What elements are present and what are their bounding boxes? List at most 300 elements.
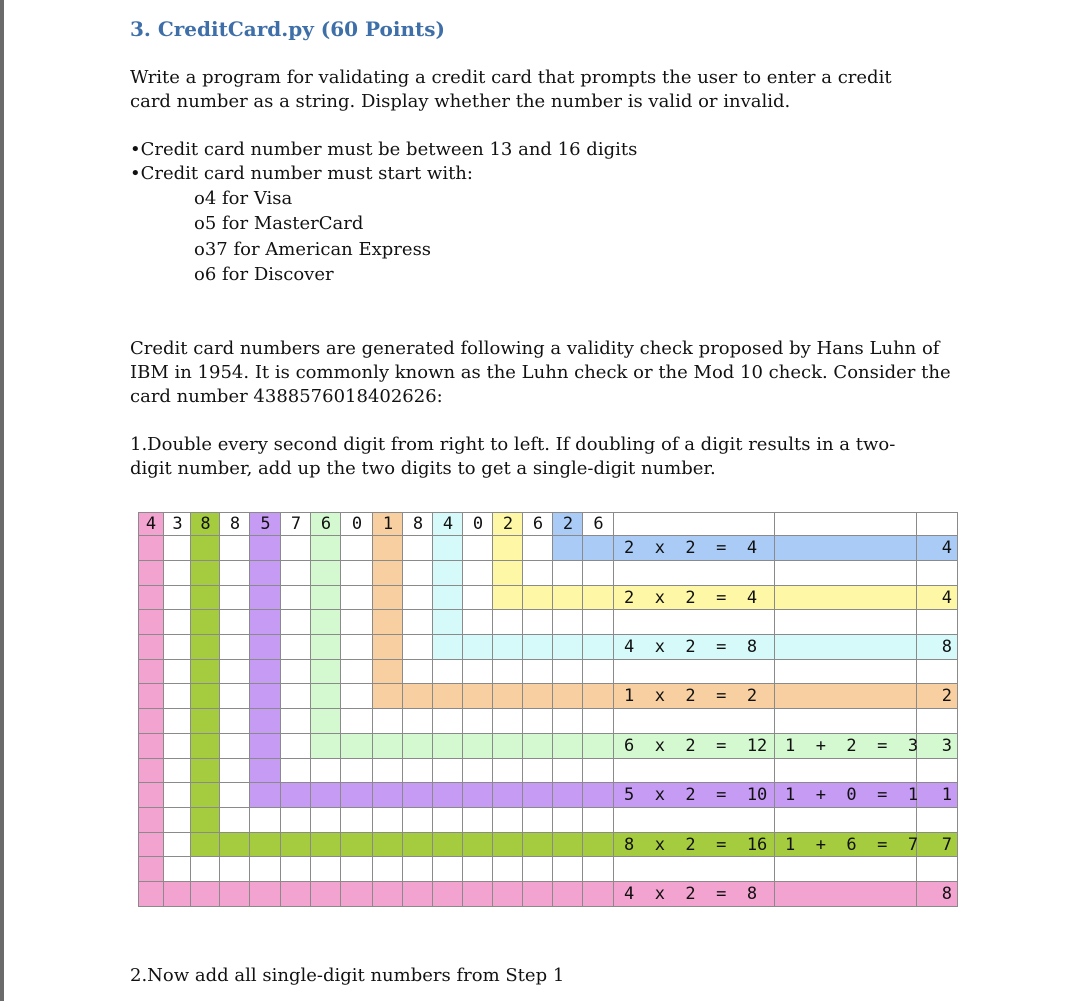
grid-cell	[403, 857, 433, 882]
grid-cell	[281, 783, 311, 808]
prefix-discover: o6 for Discover	[194, 264, 334, 285]
grid-cell	[433, 684, 463, 709]
grid-cell	[164, 610, 191, 635]
card-digit: 4	[145, 514, 157, 534]
step2-paragraph: 2.Now add all single-digit numbers from Step 1	[130, 965, 565, 986]
grid-cell	[614, 512, 775, 536]
grid-cell	[191, 783, 220, 808]
grid-cell	[220, 833, 250, 857]
grid-cell	[614, 808, 775, 833]
card-digit: 6	[593, 514, 604, 534]
grid-cell	[138, 635, 164, 660]
grid-cell	[493, 734, 523, 759]
grid-cell	[250, 734, 281, 759]
grid-cell	[493, 833, 523, 857]
grid-cell	[583, 833, 614, 857]
grid-cell	[311, 857, 341, 882]
grid-cell	[583, 882, 614, 907]
grid-cell	[250, 783, 281, 808]
doubled-result: 4	[941, 538, 952, 558]
grid-cell	[917, 759, 958, 783]
grid-cell	[250, 759, 281, 783]
grid-cell	[463, 734, 493, 759]
grid-cell	[191, 709, 220, 734]
grid-cell	[583, 561, 614, 586]
grid-cell	[403, 586, 433, 610]
grid-cell	[311, 882, 341, 907]
grid-cell	[373, 759, 403, 783]
grid-cell	[614, 610, 775, 635]
grid-cell	[775, 536, 917, 561]
grid-cell	[433, 734, 463, 759]
doubled-result: 8	[941, 884, 952, 904]
grid-cell	[614, 660, 775, 684]
grid-cell	[373, 610, 403, 635]
grid-cell	[281, 660, 311, 684]
grid-cell	[614, 561, 775, 586]
grid-cell	[220, 586, 250, 610]
doubled-result: 1	[941, 785, 952, 805]
grid-cell	[614, 709, 775, 734]
grid-cell	[311, 561, 341, 586]
rule-length: •Credit card number must be between 13 and 16 digits	[130, 139, 638, 160]
doubled-result: 7	[941, 835, 952, 855]
step1-paragraph: 1.Double every second digit from right to left. If doubling of a digit results in a two-digit number, add up the two digits to get a single-digit number.	[130, 434, 896, 479]
grid-cell	[523, 586, 553, 610]
grid-cell	[523, 610, 553, 635]
grid-cell	[220, 857, 250, 882]
grid-cell	[164, 684, 191, 709]
grid-cell	[917, 709, 958, 734]
grid-cell	[311, 536, 341, 561]
grid-cell	[433, 882, 463, 907]
grid-cell	[523, 808, 553, 833]
grid-cell	[553, 635, 583, 660]
doubled-result: 4	[941, 588, 952, 608]
grid-cell	[164, 635, 191, 660]
digit-sum-formula: 1 + 0 = 1	[785, 785, 919, 805]
grid-cell	[281, 857, 311, 882]
grid-cell	[281, 610, 311, 635]
grid-cell	[463, 586, 493, 610]
grid-cell	[220, 684, 250, 709]
grid-cell	[775, 512, 917, 536]
doubling-formula: 2 x 2 = 4	[624, 588, 758, 608]
grid-cell	[493, 759, 523, 783]
grid-cell	[281, 759, 311, 783]
grid-cell	[583, 635, 614, 660]
grid-cell	[463, 635, 493, 660]
grid-cell	[583, 709, 614, 734]
grid-cell	[493, 709, 523, 734]
grid-cell	[553, 709, 583, 734]
grid-cell	[917, 857, 958, 882]
grid-cell	[311, 783, 341, 808]
grid-cell	[553, 586, 583, 610]
grid-cell	[138, 709, 164, 734]
doubling-formula: 1 x 2 = 2	[624, 686, 758, 706]
grid-cell	[917, 512, 958, 536]
prefix-visa: o4 for Visa	[194, 188, 293, 209]
grid-cell	[311, 635, 341, 660]
grid-cell	[220, 660, 250, 684]
grid-cell	[403, 684, 433, 709]
grid-cell	[583, 808, 614, 833]
card-digit: 6	[532, 514, 544, 534]
grid-cell	[373, 709, 403, 734]
grid-cell	[433, 808, 463, 833]
grid-cell	[553, 660, 583, 684]
grid-cell	[191, 833, 220, 857]
grid-cell	[553, 536, 583, 561]
grid-cell	[191, 857, 220, 882]
prefix-amex: o37 for American Express	[194, 239, 432, 260]
grid-cell	[493, 586, 523, 610]
grid-cell	[191, 610, 220, 635]
grid-cell	[191, 759, 220, 783]
grid-cell	[220, 734, 250, 759]
grid-cell	[341, 783, 373, 808]
card-digit: 6	[320, 514, 332, 534]
grid-cell	[220, 882, 250, 907]
grid-cell	[553, 808, 583, 833]
grid-cell	[463, 561, 493, 586]
grid-cell	[311, 833, 341, 857]
grid-cell	[191, 882, 220, 907]
grid-cell	[164, 882, 191, 907]
grid-cell	[614, 759, 775, 783]
grid-cell	[164, 586, 191, 610]
card-digit: 4	[442, 514, 454, 534]
grid-cell	[463, 857, 493, 882]
grid-cell	[614, 857, 775, 882]
grid-cell	[553, 857, 583, 882]
grid-cell	[373, 857, 403, 882]
grid-cell	[220, 808, 250, 833]
grid-cell	[583, 586, 614, 610]
grid-cell	[463, 882, 493, 907]
digit-sum-formula: 1 + 2 = 3	[785, 736, 919, 756]
doubled-result: 3	[941, 736, 952, 756]
grid-cell	[493, 536, 523, 561]
grid-cell	[311, 709, 341, 734]
grid-cell	[403, 561, 433, 586]
grid-cell	[493, 660, 523, 684]
grid-cell	[553, 882, 583, 907]
card-digit: 8	[229, 514, 241, 534]
card-digit: 7	[290, 514, 302, 534]
grid-cell	[138, 882, 164, 907]
card-digit: 8	[200, 514, 211, 534]
grid-cell	[341, 759, 373, 783]
grid-cell	[250, 610, 281, 635]
grid-cell	[433, 660, 463, 684]
grid-cell	[493, 783, 523, 808]
grid-cell	[775, 684, 917, 709]
grid-cell	[553, 833, 583, 857]
grid-cell	[583, 759, 614, 783]
grid-cell	[553, 610, 583, 635]
intro-paragraph: Write a program for validating a credit card that prompts the user to enter a credit card number as a string. Display whether the number is valid or invalid.	[130, 67, 892, 112]
grid-cell	[553, 561, 583, 586]
grid-cell	[311, 586, 341, 610]
card-digit: 5	[260, 514, 271, 534]
grid-cell	[463, 783, 493, 808]
grid-cell	[433, 709, 463, 734]
grid-cell	[138, 610, 164, 635]
grid-cell	[403, 635, 433, 660]
grid-cell	[341, 536, 373, 561]
grid-cell	[250, 709, 281, 734]
grid-cell	[191, 561, 220, 586]
grid-cell	[403, 610, 433, 635]
grid-cell	[403, 536, 433, 561]
grid-cell	[523, 684, 553, 709]
grid-cell	[191, 684, 220, 709]
grid-cell	[250, 561, 281, 586]
grid-cell	[583, 536, 614, 561]
grid-cell	[493, 882, 523, 907]
grid-cell	[138, 857, 164, 882]
grid-cell	[373, 882, 403, 907]
grid-cell	[373, 660, 403, 684]
grid-cell	[250, 833, 281, 857]
grid-cell	[463, 759, 493, 783]
grid-cell	[373, 586, 403, 610]
grid-cell	[191, 660, 220, 684]
grid-cell	[523, 833, 553, 857]
grid-cell	[281, 635, 311, 660]
grid-cell	[250, 536, 281, 561]
grid-cell	[403, 759, 433, 783]
grid-cell	[220, 759, 250, 783]
card-digit: 0	[472, 514, 484, 534]
grid-cell	[373, 536, 403, 561]
grid-cell	[403, 833, 433, 857]
grid-cell	[373, 684, 403, 709]
grid-cell	[403, 783, 433, 808]
grid-cell	[250, 586, 281, 610]
grid-cell	[341, 857, 373, 882]
digit-sum-formula: 1 + 6 = 7	[785, 835, 919, 855]
grid-cell	[583, 734, 614, 759]
grid-cell	[164, 660, 191, 684]
grid-cell	[281, 586, 311, 610]
grid-cell	[523, 734, 553, 759]
grid-cell	[493, 610, 523, 635]
grid-cell	[191, 536, 220, 561]
grid-cell	[523, 561, 553, 586]
grid-cell	[523, 783, 553, 808]
grid-cell	[311, 734, 341, 759]
grid-cell	[164, 783, 191, 808]
doubling-formula: 8 x 2 = 16	[624, 835, 768, 855]
grid-cell	[373, 734, 403, 759]
grid-cell	[138, 536, 164, 561]
grid-cell	[281, 561, 311, 586]
grid-cell	[191, 734, 220, 759]
grid-cell	[138, 684, 164, 709]
grid-cell	[138, 586, 164, 610]
grid-cell	[250, 808, 281, 833]
grid-cell	[220, 536, 250, 561]
grid-cell	[341, 684, 373, 709]
grid-cell	[341, 610, 373, 635]
grid-cell	[373, 561, 403, 586]
card-digit: 2	[502, 514, 514, 534]
grid-cell	[493, 857, 523, 882]
grid-cell	[583, 660, 614, 684]
grid-cell	[281, 882, 311, 907]
grid-cell	[917, 561, 958, 586]
doubling-formula: 4 x 2 = 8	[624, 637, 758, 657]
grid-cell	[493, 561, 523, 586]
grid-cell	[341, 808, 373, 833]
grid-cell	[523, 857, 553, 882]
grid-cell	[341, 586, 373, 610]
card-digit: 8	[412, 514, 424, 534]
left-edge-bar	[0, 0, 4, 1001]
grid-cell	[433, 833, 463, 857]
grid-cell	[553, 759, 583, 783]
grid-cell	[583, 857, 614, 882]
grid-cell	[493, 635, 523, 660]
grid-cell	[403, 882, 433, 907]
grid-cell	[403, 660, 433, 684]
grid-cell	[164, 709, 191, 734]
grid-cell	[373, 833, 403, 857]
prefix-mastercard: o5 for MasterCard	[194, 213, 364, 234]
grid-cell	[433, 783, 463, 808]
grid-cell	[373, 635, 403, 660]
grid-cell	[164, 857, 191, 882]
grid-cell	[917, 660, 958, 684]
doubled-result: 8	[941, 637, 952, 657]
grid-cell	[311, 660, 341, 684]
grid-cell	[523, 635, 553, 660]
grid-cell	[250, 660, 281, 684]
grid-cell	[220, 783, 250, 808]
grid-cell	[220, 635, 250, 660]
grid-cell	[281, 684, 311, 709]
doubling-formula: 5 x 2 = 10	[624, 785, 768, 805]
grid-cell	[583, 684, 614, 709]
grid-cell	[164, 759, 191, 783]
grid-cell	[775, 709, 917, 734]
grid-cell	[463, 709, 493, 734]
grid-cell	[403, 709, 433, 734]
grid-cell	[138, 561, 164, 586]
grid-cell	[583, 783, 614, 808]
grid-cell	[433, 586, 463, 610]
grid-cell	[164, 536, 191, 561]
grid-cell	[463, 684, 493, 709]
grid-cell	[373, 783, 403, 808]
grid-cell	[138, 808, 164, 833]
grid-cell	[433, 759, 463, 783]
grid-cell	[523, 536, 553, 561]
grid-cell	[250, 857, 281, 882]
grid-cell	[138, 833, 164, 857]
grid-cell	[373, 808, 403, 833]
grid-cell	[281, 709, 311, 734]
grid-cell	[138, 734, 164, 759]
card-digit: 2	[562, 514, 574, 534]
grid-cell	[281, 734, 311, 759]
grid-cell	[553, 783, 583, 808]
card-digit: 1	[382, 514, 394, 534]
grid-cell	[341, 882, 373, 907]
grid-cell	[220, 561, 250, 586]
grid-cell	[341, 833, 373, 857]
grid-cell	[433, 610, 463, 635]
grid-cell	[403, 734, 433, 759]
grid-cell	[463, 833, 493, 857]
grid-cell	[281, 833, 311, 857]
grid-cell	[281, 536, 311, 561]
grid-cell	[523, 660, 553, 684]
grid-cell	[311, 684, 341, 709]
grid-cell	[341, 709, 373, 734]
grid-cell	[250, 635, 281, 660]
grid-cell	[191, 808, 220, 833]
grid-cell	[164, 561, 191, 586]
grid-cell	[311, 808, 341, 833]
grid-cell	[191, 586, 220, 610]
doubling-formula: 6 x 2 = 12	[624, 736, 768, 756]
grid-cell	[164, 734, 191, 759]
grid-cell	[917, 808, 958, 833]
grid-cell	[250, 684, 281, 709]
grid-cell	[341, 635, 373, 660]
doubled-result: 2	[941, 686, 952, 706]
doubling-formula: 4 x 2 = 8	[624, 884, 758, 904]
doubling-formula: 2 x 2 = 4	[624, 538, 758, 558]
grid-cell	[775, 610, 917, 635]
grid-cell	[553, 734, 583, 759]
grid-cell	[775, 561, 917, 586]
card-digit: 0	[351, 514, 363, 534]
grid-cell	[493, 684, 523, 709]
grid-cell	[341, 561, 373, 586]
grid-cell	[138, 783, 164, 808]
grid-cell	[311, 759, 341, 783]
grid-cell	[553, 684, 583, 709]
grid-cell	[775, 586, 917, 610]
grid-cell	[523, 882, 553, 907]
grid-cell	[775, 808, 917, 833]
grid-cell	[191, 635, 220, 660]
grid-cell	[433, 635, 463, 660]
grid-cell	[583, 610, 614, 635]
grid-cell	[463, 660, 493, 684]
grid-cell	[250, 882, 281, 907]
luhn-paragraph: Credit card numbers are generated following a validity check proposed by Hans Luhn of IBM in 1954. It is commonly known as the Luhn check or the Mod 10 check. Consider the card number 4388576018402626:	[130, 338, 951, 407]
grid-cell	[341, 734, 373, 759]
grid-cell	[493, 808, 523, 833]
grid-cell	[775, 660, 917, 684]
section-title: 3. CreditCard.py (60 Points)	[130, 17, 445, 41]
grid-cell	[775, 759, 917, 783]
grid-cell	[433, 857, 463, 882]
grid-cell	[433, 536, 463, 561]
rule-prefix: •Credit card number must start with:	[130, 163, 473, 184]
card-digit: 3	[172, 514, 183, 534]
grid-cell	[311, 610, 341, 635]
grid-cell	[463, 808, 493, 833]
grid-cell	[775, 857, 917, 882]
grid-cell	[775, 882, 917, 907]
